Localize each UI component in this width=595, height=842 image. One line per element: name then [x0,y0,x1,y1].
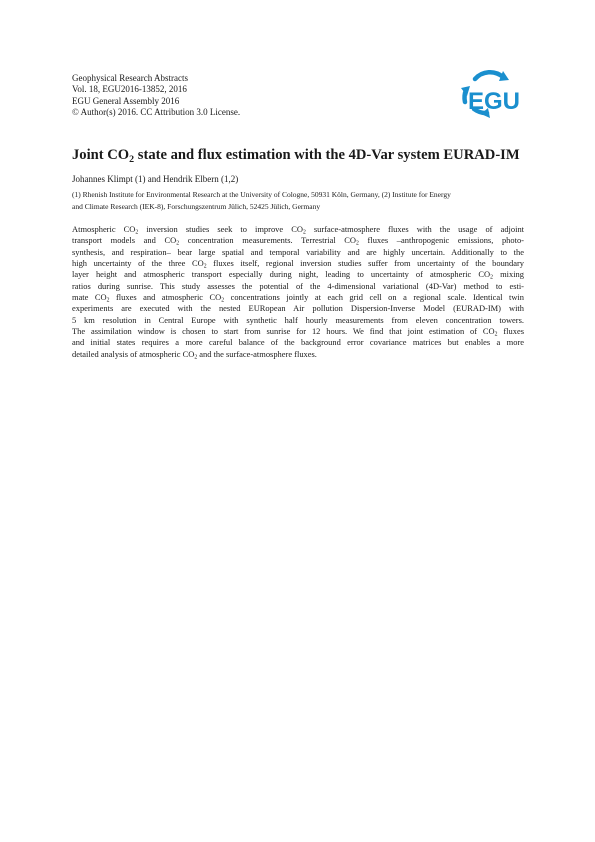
abstract-line: The assimilation window is chosen to start from sunrise for 12 hours. We find that joint estimation of $CO_2$ fluxes [72,326,524,338]
abstract-text [72,224,524,360]
header-volume: Vol. 18, EGU2016-13852, 2016 [72,84,187,95]
egu-logo [457,68,529,120]
abstract-line: ratios during sunrise. This study assesses the potential of the 4-dimensional variational (4D-Var) method to esti- [72,280,524,291]
abstract-line: experiments are executed with the nested EURopean Air pollution Dispersion-Inverse Model (EURAD-IM) with [72,303,524,314]
abstract-line: detailed analysis of atmospheric $CO_2$ and the surface-atmosphere fluxes. [72,348,317,361]
affiliations [72,189,524,213]
abstract-line: layer height and atmospheric transport especially during night, leading to uncertainty of atmospheric $CO_2$ mixing [72,269,524,281]
affiliation-line: (1) Rhenish Institute for Environmental Research at the University of Cologne, 50931 Köln, Germany, (2) Institute for Energy [72,190,451,199]
header-assembly: EGU General Assembly 2016 [72,95,180,106]
header-journal-name: Geophysical Research Abstracts [72,73,188,83]
abstract-line: and initial states requires a more careful balance of the background error covariance matrices but enables a more [72,337,524,348]
abstract-line: transport models and $CO_2$ concentration measurements. Terrestrial $CO_2$ fluxes –anthropogenic emissions, photo- [72,235,524,247]
abstract-line: high uncertainty of the three $CO_2$ fluxes itself, regional inversion studies suffer from uncertainty of the boundary [72,258,525,270]
abstract-line: mate $CO_2$ fluxes and atmospheric $CO_2$ concentrations jointly at each grid cell on a regional scale. Identical twin [72,292,524,304]
paper-title: Joint $CO_2$ state and flux estimation with the 4D-Var system EURAD-IM [72,147,520,165]
egu-logo-text: EGU [468,88,521,115]
abstract-line: synthesis, and respiration– bear large spatial and temporal variability and are highly uncertain. Additionally to the [72,246,524,257]
journal-header [72,73,240,119]
authors: Johannes Klimpt (1) and Hendrik Elbern (1,2) [72,174,239,184]
abstract-line: Atmospheric $CO_2$ inversion studies seek to improve $CO_2$ surface-atmosphere fluxes with the usage of adjoint [72,224,525,236]
header-license: © Author(s) 2016. CC Attribution 3.0 License. [72,107,241,118]
affiliation-line: and Climate Research (IEK-8), Forschungszentrum Jülich, 52425 Jülich, Germany [72,202,321,211]
abstract-line: 5 km resolution in Central Europe with synthetic half hourly measurements from eleven concentration towers. [72,314,524,325]
